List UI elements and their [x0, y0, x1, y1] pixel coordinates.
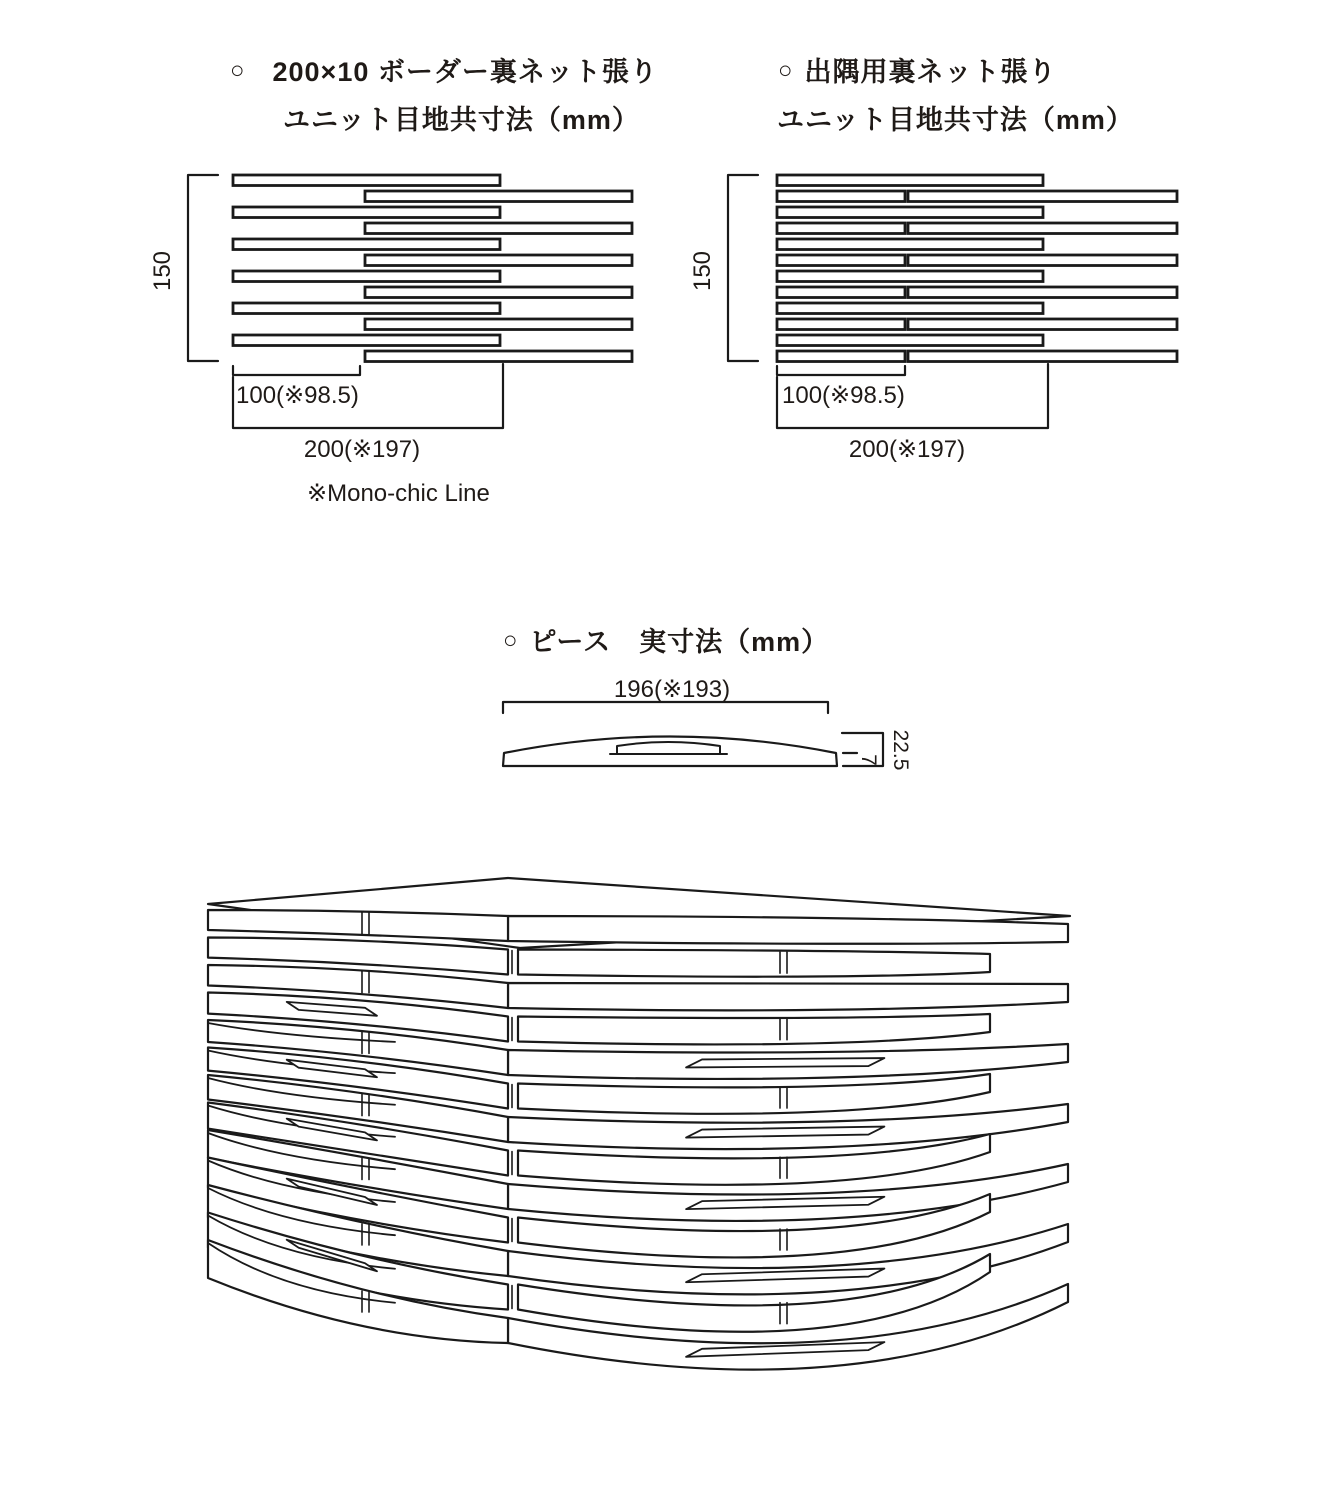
- circle-bullet-icon: ○: [230, 57, 246, 84]
- dim-height-label: 150: [689, 250, 716, 292]
- dim-height-label: 150: [149, 250, 176, 292]
- piece-title: ピース 実寸法（mm）: [529, 627, 830, 657]
- dim-half-label: 100(※98.5): [236, 382, 359, 409]
- unit-right-diagram: [690, 155, 1220, 515]
- dim-width-label: 196(※193): [613, 676, 731, 703]
- mono-chic-note: ※Mono-chic Line: [307, 480, 490, 507]
- piece-title-row: [503, 626, 829, 658]
- unit-right-title: 出隅用裏ネット張り: [804, 57, 1057, 87]
- dim-total-height-label: 22.5: [889, 729, 912, 771]
- unit-left-diagram: [150, 155, 670, 515]
- circle-bullet-icon: ○: [778, 57, 794, 84]
- piece-profile-diagram: [460, 672, 920, 807]
- unit-right-title-row: [778, 56, 1057, 88]
- corner-unit-3d-line-drawing: [190, 870, 1130, 1410]
- dim-full-label: 200(※197): [303, 436, 421, 463]
- dim-full-label: 200(※197): [848, 436, 966, 463]
- dim-half-label: 100(※98.5): [782, 382, 905, 409]
- circle-bullet-icon: ○: [503, 627, 519, 654]
- dim-edge-height-label: 7: [857, 754, 880, 766]
- unit-left-title: 200×10 ボーダー裏ネット張り: [272, 57, 658, 87]
- unit-left-subtitle: ユニット目地共寸法（mm）: [283, 105, 640, 135]
- unit-right-subtitle: ユニット目地共寸法（mm）: [777, 105, 1134, 135]
- unit-left-title-row: [230, 56, 658, 88]
